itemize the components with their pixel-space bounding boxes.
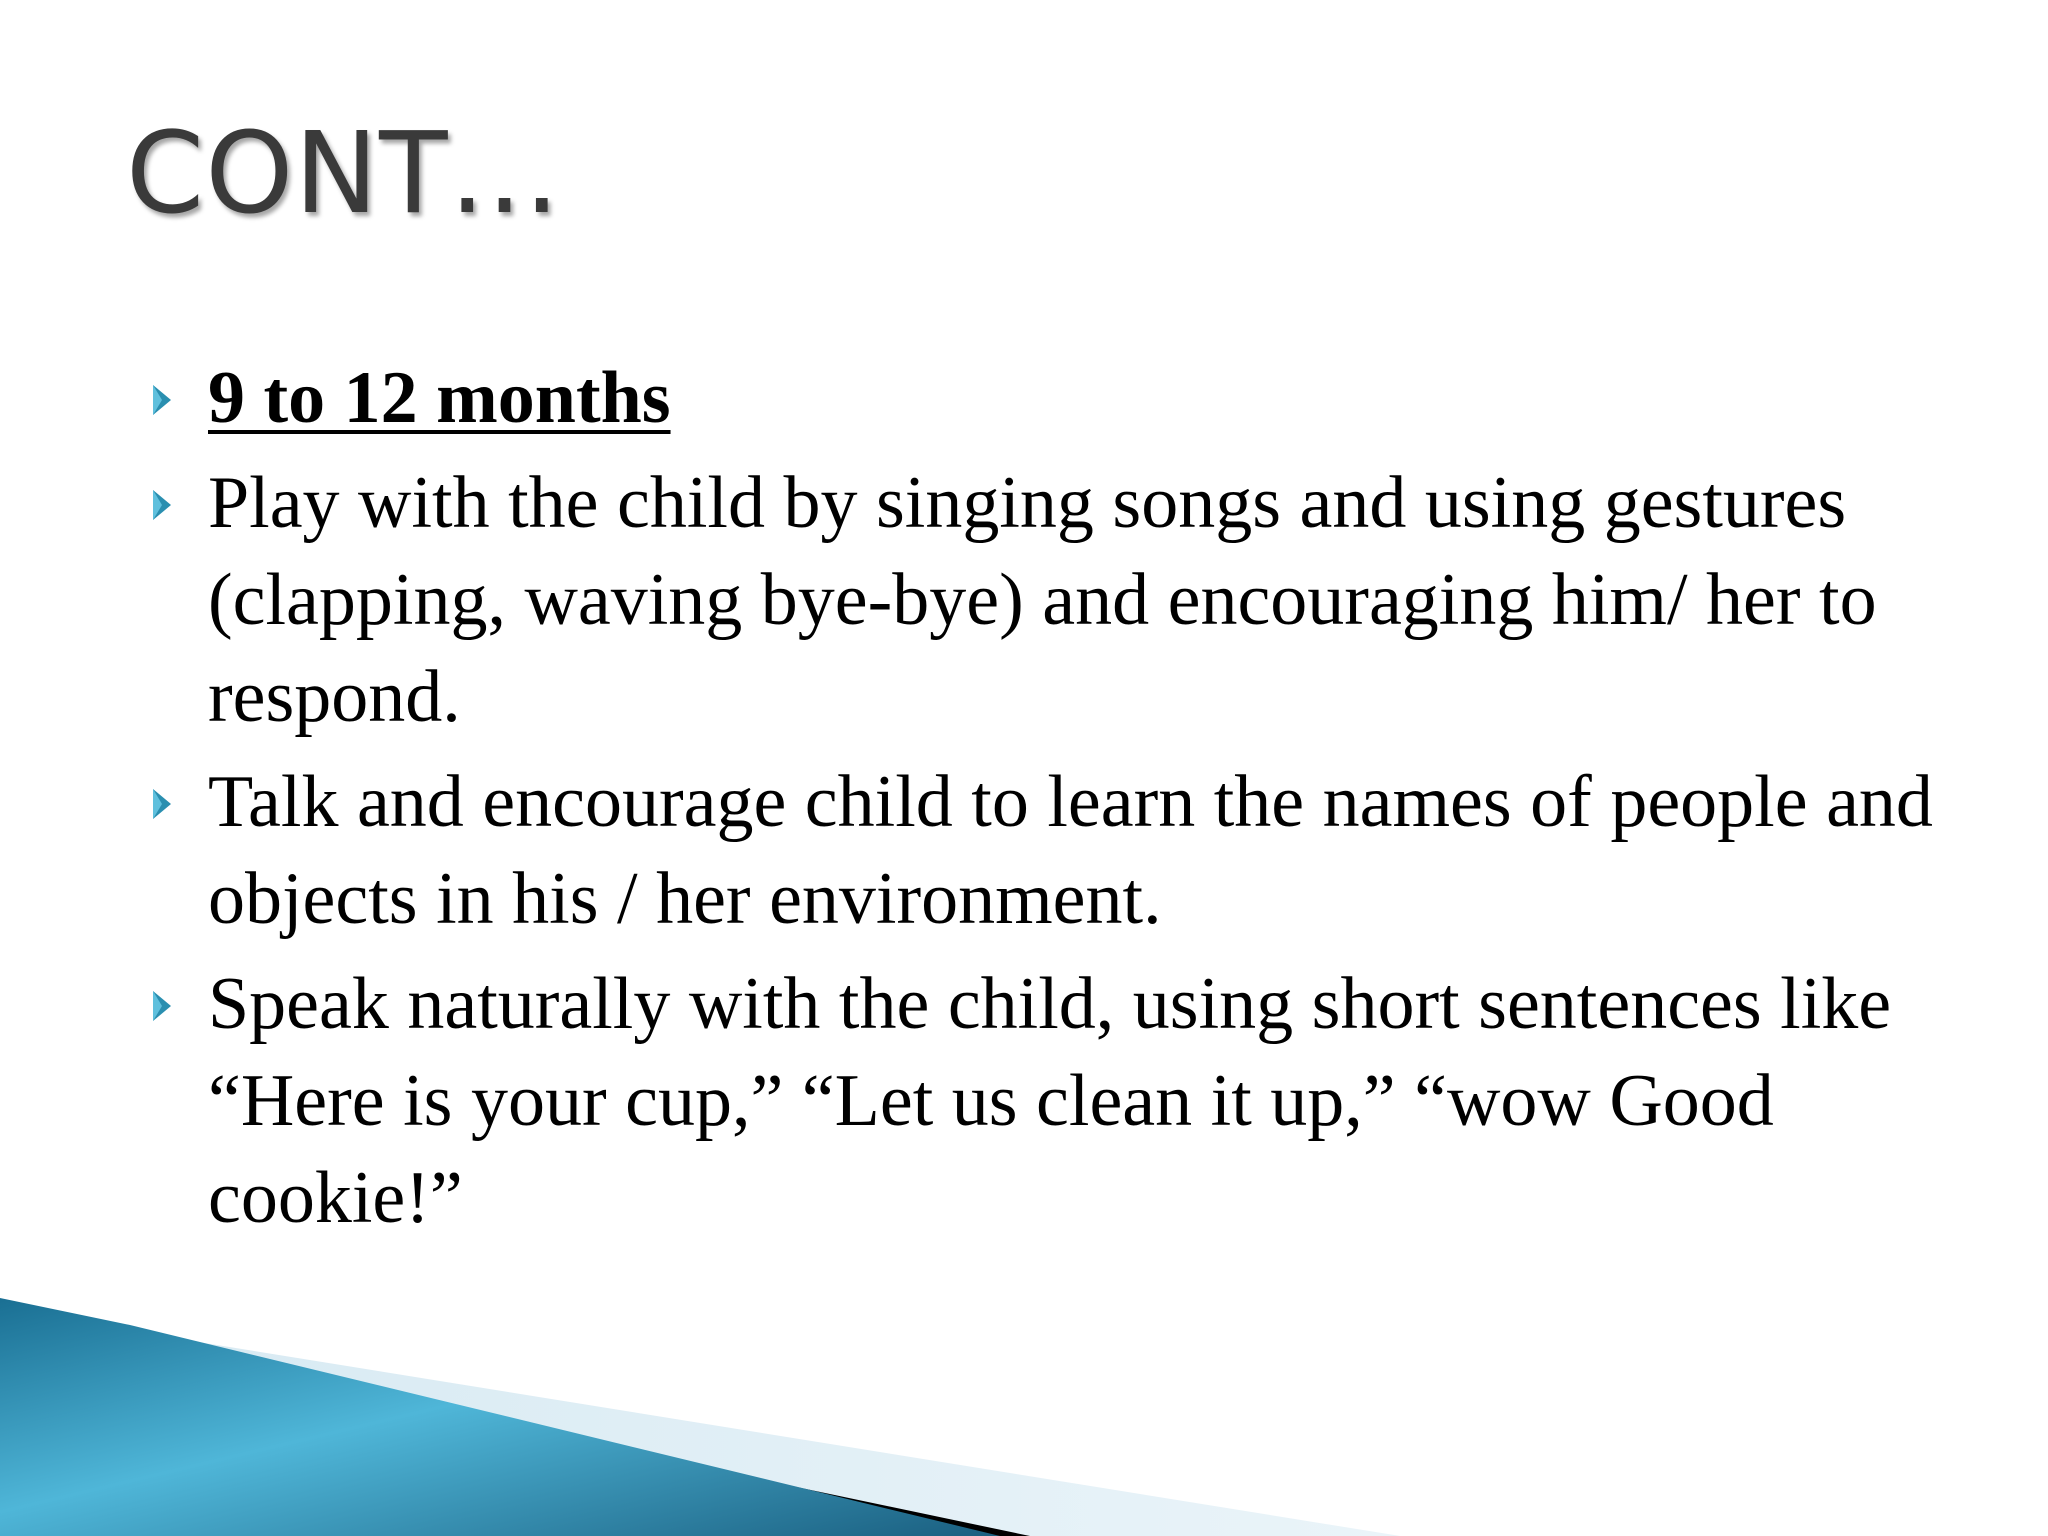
slide-title: CONT… (126, 109, 562, 239)
bullet-item (148, 956, 1968, 1247)
triangle-arrow-icon (153, 490, 171, 520)
bullet-text: Play with the child by singing songs and using gestures (clapping, waving bye-bye) and encouraging him/ her to respond. (208, 462, 1877, 738)
bullet-text: Speak naturally with the child, using short sentences like “Here is your cup,” “Let us clean it up,” “wow Good cookie!” (208, 963, 1892, 1239)
triangle-arrow-icon (153, 789, 171, 819)
bullet-item-heading (148, 350, 1968, 447)
triangle-arrow-icon (153, 991, 171, 1021)
blue-wedge (0, 1298, 1000, 1536)
decorative-swoosh (0, 1280, 2048, 1536)
bullet-list (148, 350, 1968, 1255)
bullet-heading-text: 9 to 12 months (208, 357, 671, 439)
bullet-item (148, 754, 1968, 948)
bullet-text: Talk and encourage child to learn the names of people and objects in his / her environment. (208, 761, 1933, 940)
bullet-item (148, 455, 1968, 746)
triangle-arrow-icon (153, 385, 171, 415)
